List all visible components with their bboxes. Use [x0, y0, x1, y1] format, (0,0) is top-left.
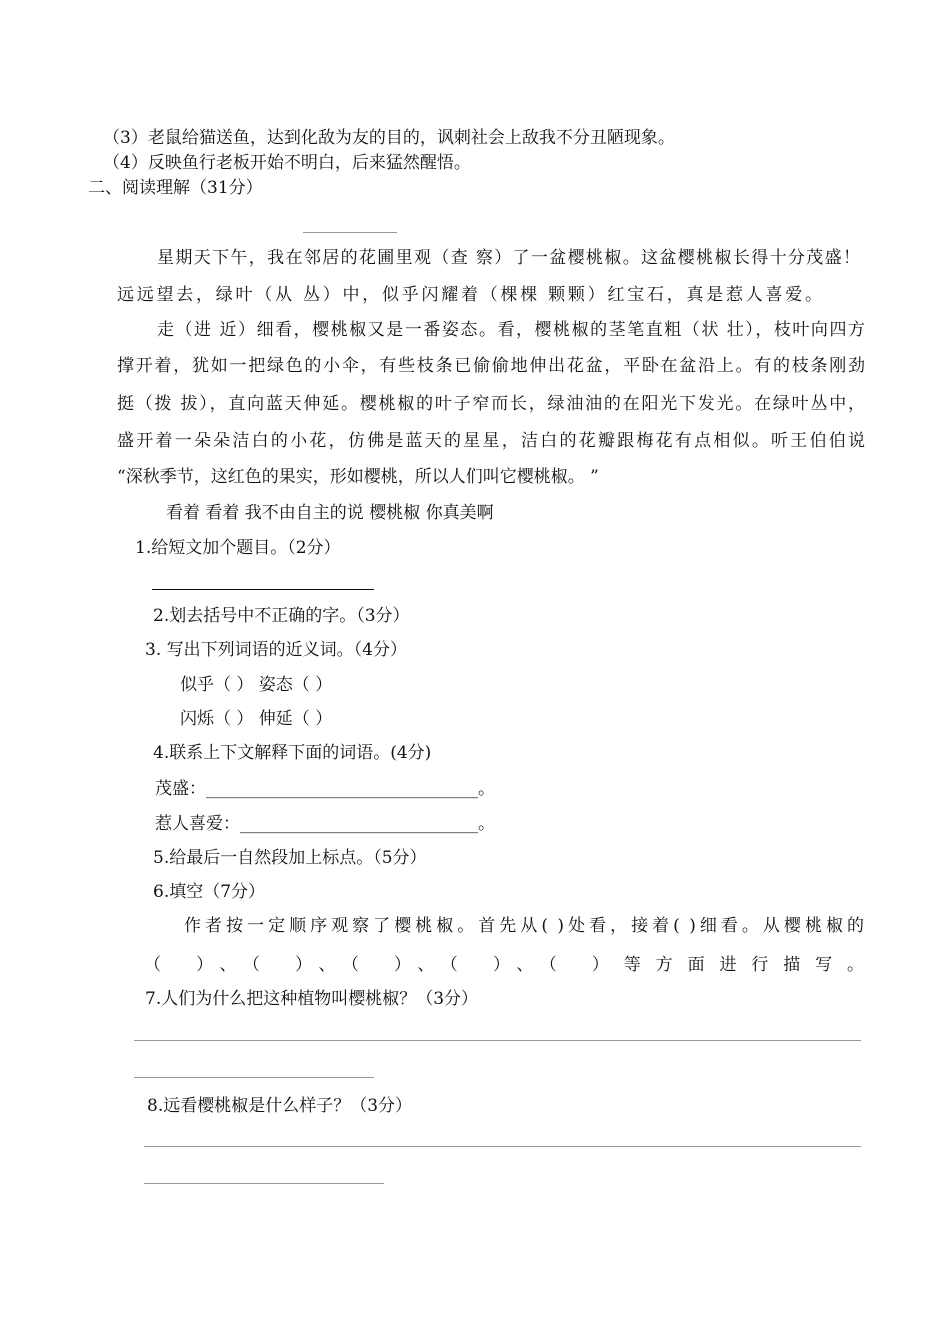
question-1: 1.给短文加个题目。（2分）	[135, 538, 341, 558]
question-3: 3. 写出下列词语的近义词。（4分）	[145, 640, 407, 660]
passage-para2-line1: 走（进 近）细看，樱桃椒又是一番姿态。看，樱桃椒的茎笔直粗（状 壮），枝叶向四方	[157, 320, 865, 340]
answer-line-q8-1[interactable]	[144, 1146, 861, 1147]
question-4-item-b: 惹人喜爱：____________________________。	[155, 814, 495, 834]
question-6-line-1: 作者按一定顺序观察了樱桃椒。首先从( )处看，接着( )细看。从樱桃椒的	[184, 916, 864, 936]
question-6: 6.填空（7分）	[153, 882, 266, 902]
passage-para1-line2: 远远望去，绿叶（从 丛）中，似乎闪耀着（棵棵 颗颗）红宝石，真是惹人喜爱。	[117, 285, 822, 305]
passage-para2-line3: 挺（拨 拔），直向蓝天伸延。樱桃椒的叶子窄而长，绿油油的在阳光下发光。在绿叶丛中，	[117, 394, 865, 414]
question-3-row-1: 似乎（ ） 姿态（ ）	[180, 675, 333, 695]
answer-line-q1[interactable]	[152, 589, 374, 590]
title-blank-line	[303, 232, 397, 233]
question-4-item-a: 茂盛：________________________________。	[155, 779, 495, 799]
intro-item-4: （4）反映鱼行老板开始不明白，后来猛然醒悟。	[103, 153, 471, 173]
section-2-title: 二、阅读理解（31分）	[88, 178, 263, 198]
question-6-line-2: （ ）、（ ）、（ ）、（ ）、（ ）等方面进行描写。	[144, 955, 864, 975]
answer-line-q7-1[interactable]	[134, 1040, 861, 1041]
question-5: 5.给最后一自然段加上标点。（5分）	[153, 848, 427, 868]
answer-line-q8-2[interactable]	[144, 1183, 384, 1184]
passage-para2-line2: 撑开着，犹如一把绿色的小伞，有些枝条已偷偷地伸出花盆，平卧在盆沿上。有的枝条刚劲	[117, 356, 865, 376]
passage-para3: 看着 看着 我不由自主的说 樱桃椒 你真美啊	[166, 503, 494, 523]
passage-para1-line1: 星期天下午，我在邻居的花圃里观（查 察）了一盆樱桃椒。这盆樱桃椒长得十分茂盛！	[157, 248, 860, 268]
passage-para2-line4: 盛开着一朵朵洁白的小花，仿佛是蓝天的星星，洁白的花瓣跟梅花有点相似。听王伯伯说	[117, 431, 865, 451]
answer-line-q7-2[interactable]	[134, 1077, 374, 1078]
question-3-row-2: 闪烁（ ） 伸延（ ）	[180, 709, 333, 729]
intro-item-3: （3）老鼠给猫送鱼，达到化敌为友的目的，讽刺社会上敌我不分丑陋现象。	[103, 128, 675, 148]
question-4: 4.联系上下文解释下面的词语。(4分)	[153, 743, 432, 763]
question-7: 7.人们为什么把这种植物叫樱桃椒？（3分）	[145, 989, 479, 1009]
question-2: 2.划去括号中不正确的字。（3分）	[153, 606, 410, 626]
passage-para2-line5: “深秋季节，这红色的果实，形如樱桃，所以人们叫它樱桃椒。 ”	[117, 467, 599, 487]
question-8: 8.远看樱桃椒是什么样子？（3分）	[147, 1096, 413, 1116]
